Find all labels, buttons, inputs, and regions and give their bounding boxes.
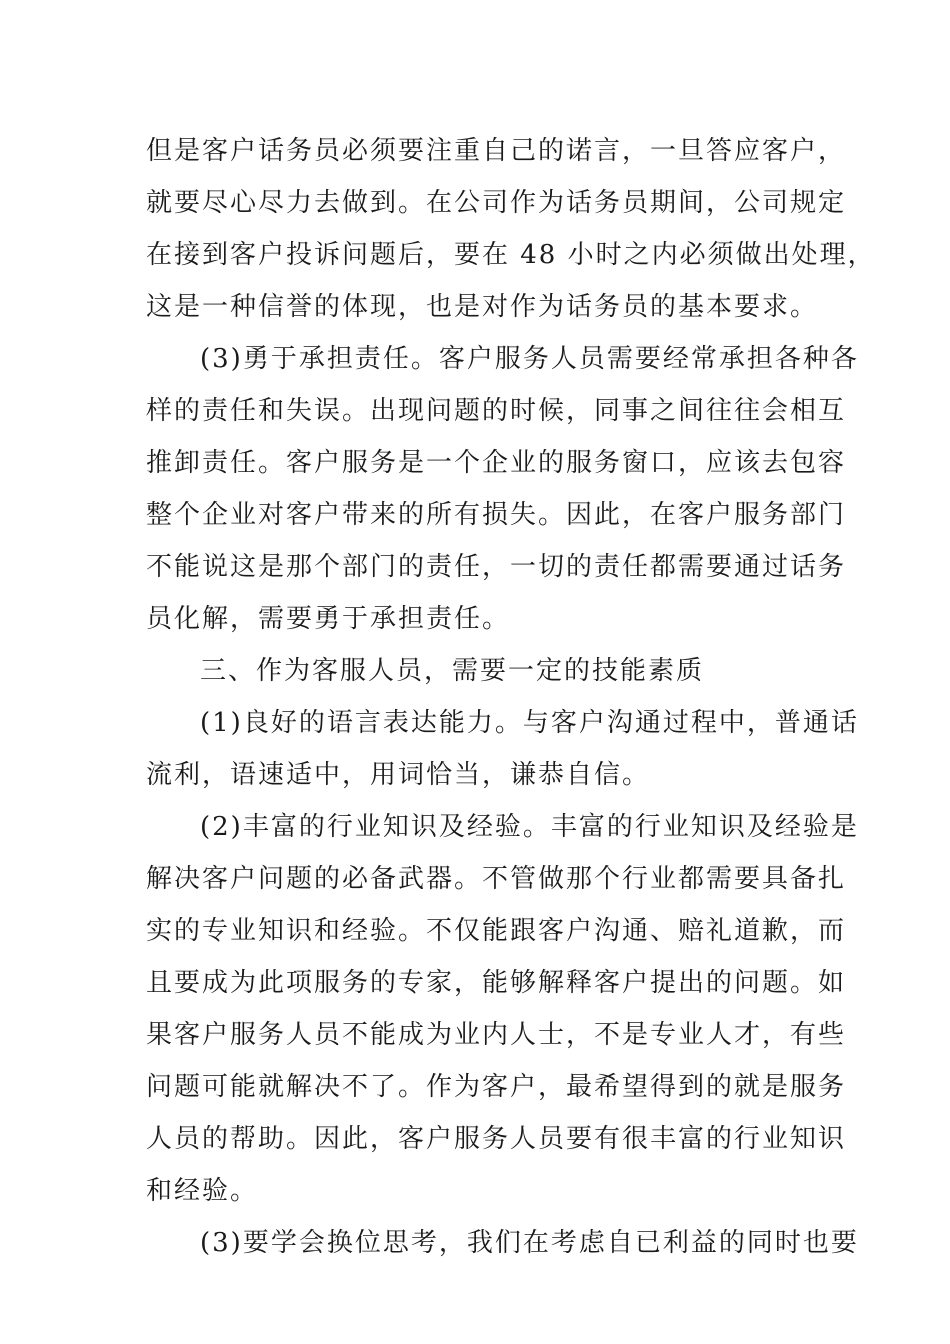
- text-line: 在接到客户投诉问题后，要在 48 小时之内必须做出处理，: [146, 240, 876, 270]
- paragraph-start-line: (3)要学会换位思考，我们在考虑自已利益的同时也要: [200, 1228, 859, 1258]
- text-line: 就要尽心尽力去做到。在公司作为话务员期间，公司规定: [146, 188, 847, 218]
- paragraph-start-line: (2)丰富的行业知识及经验。丰富的行业知识及经验是: [200, 812, 859, 842]
- text-line: 整个企业对客户带来的所有损失。因此，在客户服务部门: [146, 500, 847, 530]
- text-line: 这是一种信誉的体现，也是对作为话务员的基本要求。: [146, 292, 819, 322]
- text-line: 果客户服务人员不能成为业内人士，不是专业人才，有些: [146, 1020, 847, 1050]
- text-line: 且要成为此项服务的专家，能够解释客户提出的问题。如: [146, 968, 847, 998]
- text-line: 流利，语速适中，用词恰当，谦恭自信。: [146, 760, 651, 790]
- text-line: 问题可能就解决不了。作为客户，最希望得到的就是服务: [146, 1072, 847, 1102]
- section-heading: 三、作为客服人员，需要一定的技能素质: [200, 656, 705, 686]
- text-line: 员化解，需要勇于承担责任。: [146, 604, 511, 634]
- text-line: 和经验。: [146, 1176, 259, 1206]
- text-line: 推卸责任。客户服务是一个企业的服务窗口，应该去包容: [146, 448, 847, 478]
- text-line: 人员的帮助。因此，客户服务人员要有很丰富的行业知识: [146, 1124, 847, 1154]
- paragraph-start-line: (3)勇于承担责任。客户服务人员需要经常承担各种各: [200, 344, 859, 374]
- text-line: 样的责任和失误。出现问题的时候，同事之间往往会相互: [146, 396, 847, 426]
- text-line: 但是客户话务员必须要注重自己的诺言，一旦答应客户，: [146, 136, 847, 166]
- text-line: 实的专业知识和经验。不仅能跟客户沟通、赔礼道歉，而: [146, 916, 847, 946]
- document-body: [146, 125, 876, 1269]
- text-line: 解决客户问题的必备武器。不管做那个行业都需要具备扎: [146, 864, 847, 894]
- text-line: 不能说这是那个部门的责任，一切的责任都需要通过话务: [146, 552, 847, 582]
- paragraph-start-line: (1)良好的语言表达能力。与客户沟通过程中，普通话: [200, 708, 859, 738]
